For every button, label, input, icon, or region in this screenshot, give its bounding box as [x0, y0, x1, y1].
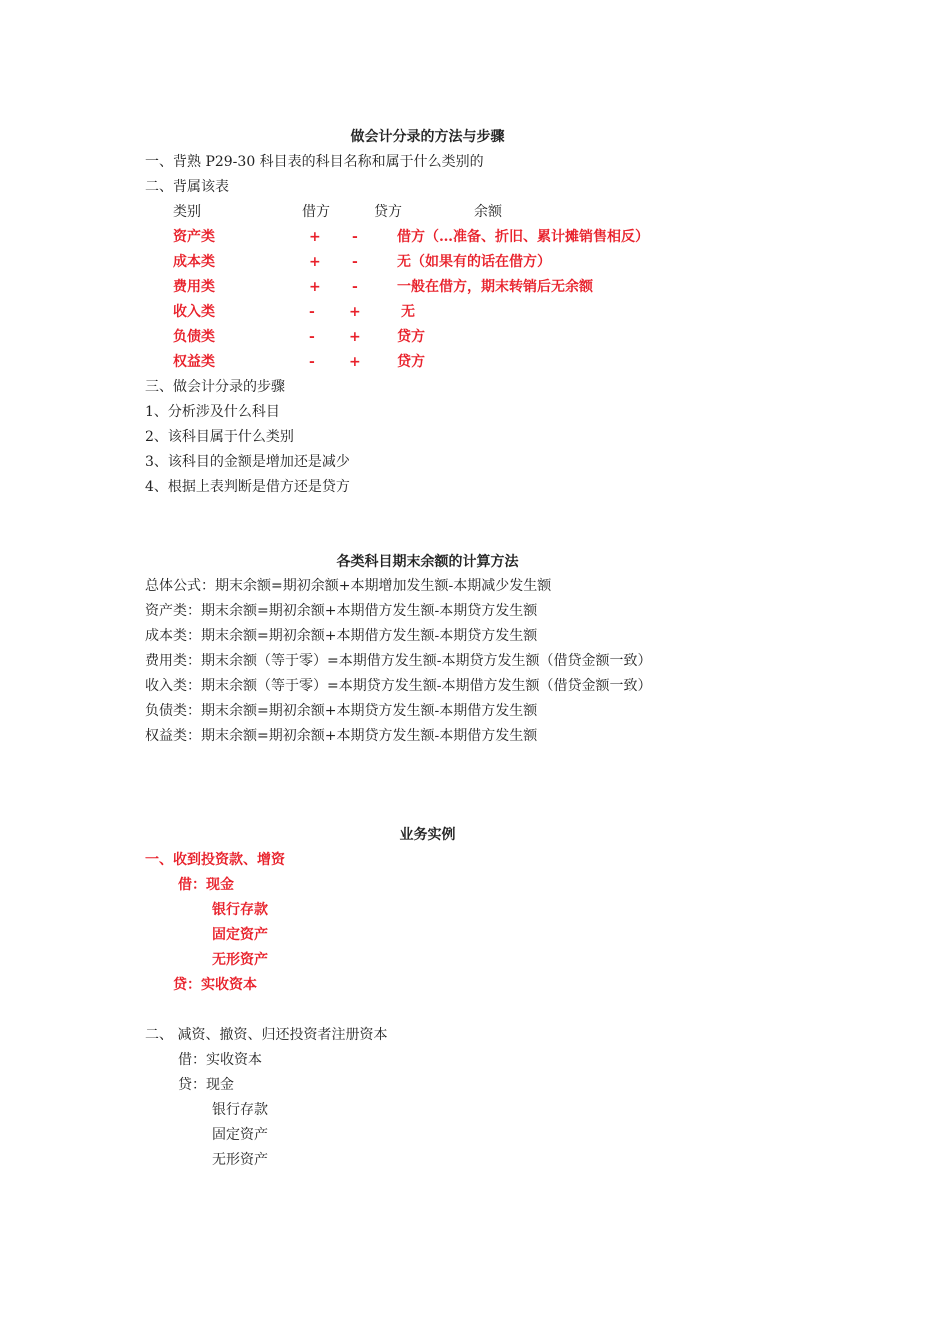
- list-item: 2、该科目属于什么类别: [145, 429, 294, 445]
- row-balance: 一般在借方，期末转销后无余额: [397, 279, 593, 295]
- list-item: 3、该科目的金额是增加还是减少: [145, 454, 350, 470]
- example1-debit: 借：现金: [178, 877, 234, 893]
- formula-line: 资产类：期末余额=期初余额+本期借方发生额-本期贷方发生额: [145, 603, 538, 619]
- row-category: 收入类: [173, 304, 215, 320]
- example1-credit: 贷：实收资本: [173, 977, 257, 993]
- example2-credit: 贷：现金: [178, 1077, 234, 1093]
- row-balance: 贷方: [397, 329, 425, 345]
- section1-line1: 一、背熟 P29-30 科目表的科目名称和属于什么类别的: [145, 154, 484, 170]
- row-balance: 无（如果有的话在借方）: [397, 254, 551, 270]
- example2-heading: 二、 减资、撤资、归还投资者注册资本: [145, 1027, 388, 1043]
- row-debit: +: [309, 254, 321, 270]
- list-item: 1、分析涉及什么科目: [145, 404, 280, 420]
- table-header-category: 类别: [173, 204, 201, 220]
- example1-debit-item: 固定资产: [212, 927, 268, 943]
- example2-credit-item: 无形资产: [212, 1152, 268, 1168]
- table-header-debit: 借方: [302, 204, 330, 220]
- formula-line: 负债类：期末余额=期初余额+本期贷方发生额-本期借方发生额: [145, 703, 538, 719]
- section1-line2: 二、背属该表: [145, 179, 229, 195]
- section3-title: 业务实例: [399, 827, 456, 843]
- row-debit: -: [309, 354, 315, 370]
- row-credit: +: [349, 329, 361, 345]
- list-item: 4、根据上表判断是借方还是贷方: [145, 479, 350, 495]
- row-balance: 无: [401, 304, 415, 320]
- row-category: 资产类: [173, 229, 215, 245]
- row-credit: -: [352, 279, 358, 295]
- steps-title: 三、做会计分录的步骤: [145, 379, 285, 395]
- row-category: 成本类: [173, 254, 215, 270]
- example1-debit-item: 无形资产: [212, 952, 268, 968]
- row-credit: +: [349, 354, 361, 370]
- row-balance: 借方（…准备、折旧、累计摊销售相反）: [397, 229, 649, 245]
- formula-line: 总体公式：期末余额=期初余额+本期增加发生额-本期减少发生额: [145, 578, 552, 594]
- row-balance: 贷方: [397, 354, 425, 370]
- row-category: 费用类: [173, 279, 215, 295]
- formula-line: 费用类：期末余额（等于零）=本期借方发生额-本期贷方发生额（借贷金额一致）: [145, 653, 652, 669]
- example1-debit-item: 银行存款: [212, 902, 268, 918]
- example2-debit: 借：实收资本: [178, 1052, 262, 1068]
- row-category: 负债类: [173, 329, 215, 345]
- formula-line: 收入类：期末余额（等于零）=本期贷方发生额-本期借方发生额（借贷金额一致）: [145, 678, 652, 694]
- example1-heading: 一、收到投资款、增资: [145, 852, 285, 868]
- row-debit: +: [309, 279, 321, 295]
- example2-credit-item: 固定资产: [212, 1127, 268, 1143]
- row-category: 权益类: [173, 354, 215, 370]
- table-header-credit: 贷方: [374, 204, 402, 220]
- row-credit: -: [352, 229, 358, 245]
- example2-credit-item: 银行存款: [212, 1102, 268, 1118]
- section1-title: 做会计分录的方法与步骤: [350, 129, 505, 145]
- table-header-balance: 余额: [474, 204, 502, 220]
- formula-line: 成本类：期末余额=期初余额+本期借方发生额-本期贷方发生额: [145, 628, 538, 644]
- row-debit: -: [309, 329, 315, 345]
- row-credit: +: [349, 304, 361, 320]
- formula-line: 权益类：期末余额=期初余额+本期贷方发生额-本期借方发生额: [145, 728, 538, 744]
- row-credit: -: [352, 254, 358, 270]
- row-debit: +: [309, 229, 321, 245]
- row-debit: -: [309, 304, 315, 320]
- section2-title: 各类科目期末余额的计算方法: [336, 554, 519, 570]
